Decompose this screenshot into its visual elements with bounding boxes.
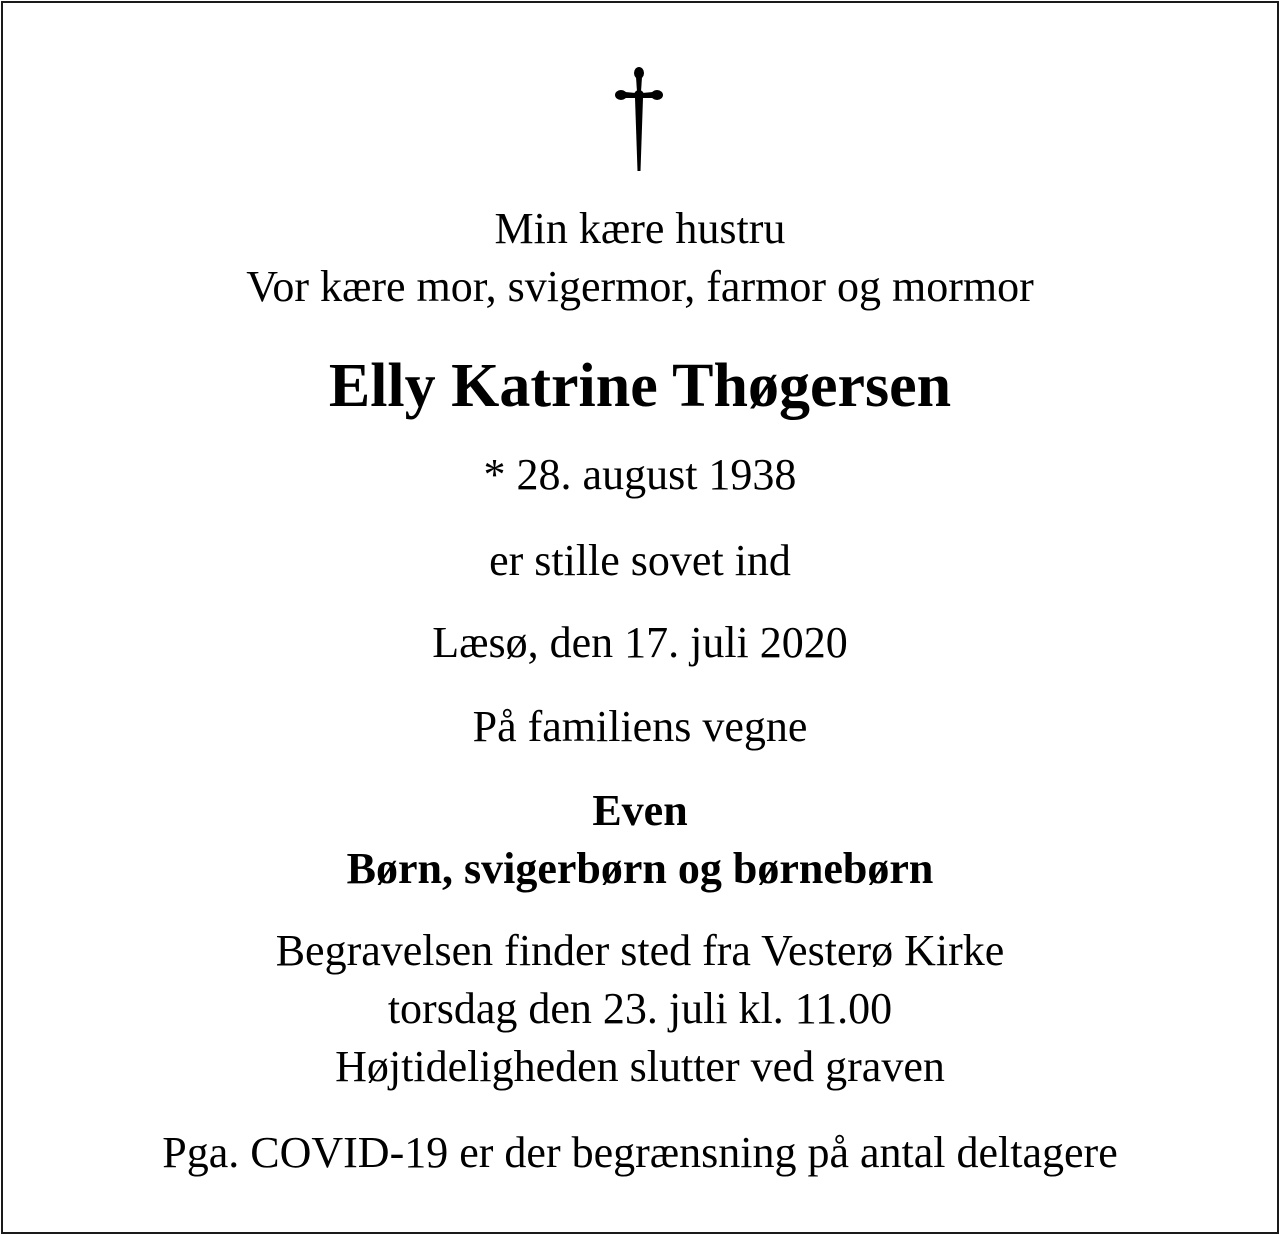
place-and-date: Læsø, den 17. juli 2020 bbox=[432, 618, 848, 667]
covid-note: Pga. COVID-19 er der begrænsning på antal deltagere bbox=[162, 1128, 1118, 1177]
deceased-name: Elly Katrine Thøgersen bbox=[328, 352, 952, 420]
obituary-notice bbox=[3, 3, 1277, 1232]
obituary-frame bbox=[1, 1, 1279, 1234]
intro-line-2: Vor kære mor, svigermor, farmor og mormor bbox=[246, 262, 1034, 311]
family-name-1: Even bbox=[592, 786, 688, 835]
cross-icon bbox=[614, 67, 664, 173]
birth-date: * 28. august 1938 bbox=[483, 450, 797, 499]
funeral-line-2: torsdag den 23. juli kl. 11.00 bbox=[387, 984, 893, 1033]
passing-text: er stille sovet ind bbox=[489, 536, 791, 585]
on-behalf-text: På familiens vegne bbox=[472, 702, 808, 751]
intro-line-1: Min kære hustru bbox=[494, 204, 786, 253]
funeral-line-3: Højtideligheden slutter ved graven bbox=[335, 1042, 945, 1091]
family-name-2: Børn, svigerbørn og børnebørn bbox=[346, 844, 934, 893]
funeral-line-1: Begravelsen finder sted fra Vesterø Kirke bbox=[275, 926, 1005, 975]
